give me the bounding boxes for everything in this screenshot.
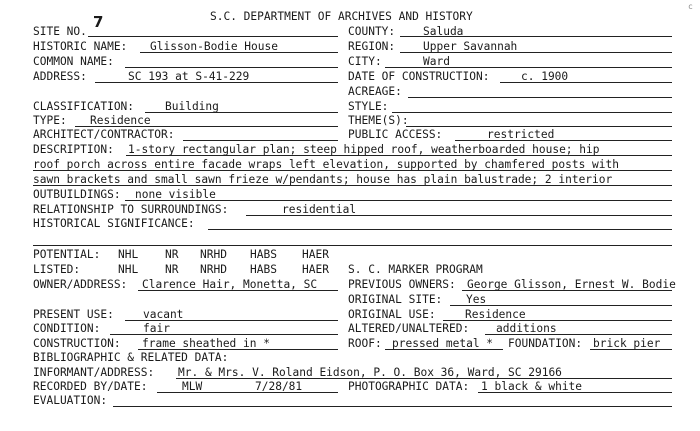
corner-mark: c: [688, 2, 693, 11]
recorded-by-initials: MLW: [182, 380, 203, 393]
public-access-label: PUBLIC ACCESS:: [348, 128, 443, 141]
original-use-value: Residence: [465, 308, 526, 321]
county-label: COUNTY:: [348, 25, 396, 38]
site-no-label: SITE NO.: [33, 25, 87, 38]
historic-name-line: [140, 52, 338, 53]
present-use-label: PRESENT USE:: [33, 308, 114, 321]
foundation-line: [590, 349, 672, 350]
bibliographic-label: BIBLIOGRAPHIC & RELATED DATA:: [33, 351, 229, 364]
architect-line: [183, 140, 338, 141]
informant-line: [176, 378, 672, 379]
address-label: ADDRESS:: [33, 70, 87, 83]
owner-address-label: OWNER/ADDRESS:: [33, 278, 128, 291]
listed-label: LISTED:: [33, 263, 81, 276]
historical-significance-line-2: [33, 245, 672, 246]
date-construction-label: DATE OF CONSTRUCTION:: [348, 70, 490, 83]
roof-label: ROOF:: [348, 337, 382, 350]
classification-line: [145, 112, 338, 113]
classification-label: CLASSIFICATION:: [33, 100, 135, 113]
potential-option-nr: NR: [165, 248, 179, 261]
description-underline-1: [126, 155, 672, 156]
recorded-by-date: 7/28/81: [255, 380, 303, 393]
type-line: [75, 126, 338, 127]
description-line-2: roof porch across entire facade wraps left elevation, supported by chamfered posts with: [33, 158, 619, 171]
potential-label: POTENTIAL:: [33, 248, 101, 261]
photographic-label: PHOTOGRAPHIC DATA:: [348, 380, 470, 393]
architect-label: ARCHITECT/CONTRACTOR:: [33, 128, 175, 141]
public-access-line: [455, 140, 672, 141]
potential-option-nrhd: NRHD: [200, 248, 227, 261]
description-line-1: 1-story rectangular plan; steep hipped roof, weatherboarded house; hip: [128, 143, 600, 156]
type-value: Residence: [90, 114, 151, 127]
public-access-value: restricted: [487, 128, 555, 141]
condition-label: CONDITION:: [33, 322, 101, 335]
type-label: TYPE:: [33, 114, 67, 127]
theme-label: THEME(S):: [348, 114, 409, 127]
description-line-3: sawn brackets and small sawn frieze w/pendants; house has plain balustrade; 2 interior: [33, 173, 613, 186]
historic-name-value: Glisson-Bodie House: [150, 40, 278, 53]
address-value: SC 193 at S-41-229: [128, 70, 250, 83]
description-label: DESCRIPTION:: [33, 143, 114, 156]
original-site-line: [450, 305, 672, 306]
construction-label: CONSTRUCTION:: [33, 337, 121, 350]
outbuildings-label: OUTBUILDINGS:: [33, 188, 121, 201]
common-name-label: COMMON NAME:: [33, 55, 114, 68]
relationship-label: RELATIONSHIP TO SURROUNDINGS:: [33, 203, 229, 216]
photographic-line: [478, 392, 672, 393]
date-construction-line: [500, 82, 672, 83]
site-no-line: [88, 36, 338, 37]
theme-line: [406, 126, 672, 127]
outbuildings-line: [125, 200, 672, 201]
acreage-line: [408, 97, 672, 98]
relationship-value: residential: [282, 203, 357, 216]
listed-option-haer: HAER: [302, 263, 329, 276]
previous-owners-value: George Glisson, Ernest W. Bodie: [467, 278, 676, 291]
agency-title: S.C. DEPARTMENT OF ARCHIVES AND HISTORY: [210, 10, 473, 23]
city-line: [385, 67, 672, 68]
site-no-value: 7: [93, 13, 104, 31]
listed-option-nhl: NHL: [118, 263, 139, 276]
roof-line: [385, 349, 503, 350]
historical-significance-label: HISTORICAL SIGNIFICANCE:: [33, 217, 195, 230]
historic-name-label: HISTORIC NAME:: [33, 40, 128, 53]
previous-owners-label: PREVIOUS OWNERS:: [348, 278, 456, 291]
date-construction-value: c. 1900: [521, 70, 569, 83]
description-underline-3: [33, 185, 672, 186]
roof-value: pressed metal *: [392, 337, 494, 350]
address-line: [95, 82, 338, 83]
owner-address-value: Clarence Hair, Monetta, SC: [142, 278, 318, 291]
construction-line: [138, 349, 338, 350]
foundation-label: FOUNDATION:: [508, 337, 583, 350]
potential-option-haer: HAER: [302, 248, 329, 261]
altered-label: ALTERED/UNALTERED:: [348, 322, 470, 335]
marker-program-label: S. C. MARKER PROGRAM: [348, 263, 483, 276]
evaluation-line: [113, 406, 672, 407]
altered-value: additions: [496, 322, 557, 335]
recorded-by-label: RECORDED BY/DATE:: [33, 380, 148, 393]
construction-value: frame sheathed in *: [142, 337, 270, 350]
evaluation-label: EVALUATION:: [33, 394, 108, 407]
recorded-by-line: [157, 392, 338, 393]
present-use-line: [125, 320, 338, 321]
outbuildings-value: none visible: [135, 188, 216, 201]
city-label: CITY:: [348, 55, 382, 68]
style-label: STYLE:: [348, 100, 389, 113]
description-underline-2: [33, 170, 672, 171]
altered-line: [485, 334, 672, 335]
informant-value: Mr. & Mrs. V. Roland Eidson, P. O. Box 36, Ward, SC 29166: [178, 366, 562, 379]
style-line: [392, 112, 672, 113]
common-name-line: [125, 67, 338, 68]
listed-option-habs: HABS: [250, 263, 277, 276]
condition-line: [110, 334, 338, 335]
foundation-value: brick pier: [593, 337, 661, 350]
county-line: [400, 36, 672, 37]
original-site-label: ORIGINAL SITE:: [348, 293, 443, 306]
condition-value: fair: [143, 322, 170, 335]
original-use-line: [443, 320, 672, 321]
city-value: Ward: [423, 55, 450, 68]
previous-owners-line: [462, 290, 672, 291]
present-use-value: vacant: [143, 308, 184, 321]
photographic-value: 1 black & white: [481, 380, 583, 393]
owner-address-line: [138, 290, 338, 291]
relationship-line: [246, 215, 672, 216]
listed-option-nr: NR: [165, 263, 179, 276]
potential-option-nhl: NHL: [118, 248, 139, 261]
historical-significance-line-1: [208, 229, 672, 230]
informant-label: INFORMANT/ADDRESS:: [33, 366, 155, 379]
region-value: Upper Savannah: [423, 40, 518, 53]
listed-option-nrhd: NRHD: [200, 263, 227, 276]
original-use-label: ORIGINAL USE:: [348, 308, 436, 321]
potential-option-habs: HABS: [250, 248, 277, 261]
acreage-label: ACREAGE:: [348, 85, 402, 98]
county-value: Saluda: [423, 25, 464, 38]
region-line: [400, 52, 672, 53]
region-label: REGION:: [348, 40, 396, 53]
classification-value: Building: [165, 100, 219, 113]
original-site-value: Yes: [466, 293, 487, 306]
